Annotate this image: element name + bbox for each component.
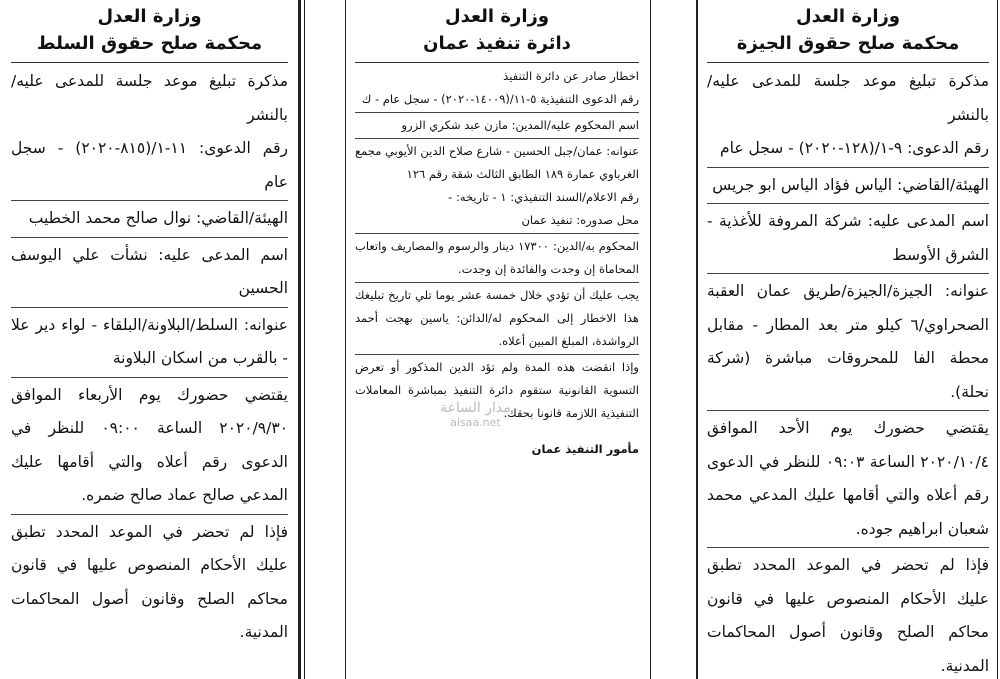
notice-heading: اخطار صادر عن دائرة التنفيذ [503, 69, 639, 83]
enforcement-warning: وإذا انقضت هذه المدة ولم تؤد الدين المذكور أو تعرض التسوية القانونية ستقوم دائرة التنفيذ بمباشرة المعاملات التنفيذية اللازمة قانونا بحقك. [355, 360, 639, 420]
header-rule [707, 62, 989, 63]
debt-amount: المحكوم به/الدين: ١٧٣٠٠ دينار والرسوم والمصاريف واتعاب المحاماة إن وجدت والفائدة إن وجدت. [355, 239, 639, 276]
section-rule [707, 167, 989, 168]
notice-heading: مذكرة تبليغ موعد جلسة للمدعى عليه/بالنشر [707, 72, 989, 124]
watermark-url: alsaa.net [450, 416, 501, 429]
defendant-address: عنوانه: السلط/البلاونة/البلقاء - لواء دير علا - بالقرب من اسكان البلاونة [11, 315, 288, 367]
section-rule [355, 233, 639, 234]
court-title: محكمة صلح حقوق الجيزة [736, 33, 960, 54]
amman-execution-notice [347, 0, 647, 679]
judge: الهيئة/القاضي: نوال صالح محمد الخطيب [28, 209, 288, 227]
notice-heading: مذكرة تبليغ موعد جلسة للمدعى عليه/بالنشر [11, 72, 288, 124]
hearing-summons: يقتضي حضورك يوم الأحد الموافق ٢٠٢٠/١٠/٤ الساعة ٠٩:٠٣ للنظر في الدعوى رقم أعلاه والتي أقامها عليك المدعي محمد شعبان ابراهيم جوده. [707, 419, 989, 538]
legal-warning: فإذا لم تحضر في الموعد المحدد تطبق عليك الأحكام المنصوص عليها في قانون محاكم الصلح وقانون أصول المحاكمات المدنية. [11, 522, 288, 641]
section-rule [707, 410, 989, 411]
column-divider [304, 0, 305, 679]
giza-court-notice [699, 0, 997, 679]
signature: مأمور التنفيذ عمان [531, 442, 639, 456]
issuing-place: محل صدوره: تنفيذ عمان [521, 213, 639, 227]
column-divider [997, 0, 998, 679]
hearing-summons: يقتضي حضورك يوم الأربعاء الموافق ٢٠٢٠/٩/٣٠ الساعة ٠٩:٠٠ للنظر في الدعوى رقم أعلاه والتي أقامها عليك المدعي صالح عماد صالح ضمره. [11, 385, 288, 504]
header-rule [355, 62, 639, 63]
column-divider [298, 0, 301, 679]
watermark-name: مدار الساعة [440, 400, 511, 416]
ministry-title: وزارة العدل [97, 6, 202, 27]
ministry-title: وزارة العدل [444, 6, 550, 27]
section-rule [11, 307, 288, 308]
case-number: رقم الدعوى التنفيذية ٥-١١/(١٤٠٠٩-٢٠٢٠) - سجل عام - ك [361, 92, 639, 106]
ministry-title: وزارة العدل [795, 6, 901, 27]
case-number: رقم الدعوى: ٩-١/(١٢٨-٢٠٢٠) - سجل عام [720, 139, 989, 157]
legal-warning: فإذا لم تحضر في الموعد المحدد تطبق عليك الأحكام المنصوص عليها في قانون محاكم الصلح وقانون أصول المحاكمات المدنية. [707, 556, 989, 675]
section-rule [355, 282, 639, 283]
debtor-name: اسم المحكوم عليه/المدين: مازن عبد شكري الزرو [401, 118, 639, 132]
column-divider [345, 0, 346, 679]
column-divider [696, 0, 698, 679]
column-divider [650, 0, 651, 679]
section-rule [355, 354, 639, 355]
judgment-reference: رقم الاعلام/السند التنفيذي: ١ - تاريخه: - [448, 190, 639, 204]
section-rule [11, 377, 288, 378]
section-rule [11, 237, 288, 238]
department-title: دائرة تنفيذ عمان [423, 33, 571, 54]
case-number: رقم الدعوى: ١١-١/(٨١٥-٢٠٢٠) - سجل عام [11, 139, 288, 191]
defendant-name: اسم المدعى عليه: نشأت علي اليوسف الحسين [11, 245, 288, 297]
salt-court-notice [3, 0, 296, 679]
section-rule [707, 547, 989, 548]
section-rule [707, 203, 989, 204]
defendant-name: اسم المدعى عليه: شركة المروفة للأغذية - الشرق الأوسط [707, 212, 989, 264]
debtor-address: عنوانه: عمان/جبل الحسين - شارع صلاح الدين الأيوبي مجمع الغرباوي عمارة ١٨٩ الطابق الثالث شقة رقم ١٢٦ [355, 144, 639, 181]
section-rule [11, 514, 288, 515]
court-title: محكمة صلح حقوق السلط [36, 33, 263, 54]
payment-demand: يجب عليك أن تؤدي خلال خمسة عشر يوما تلي تاريخ تبليغك هذا الاخطار إلى المحكوم له/الدائن: ياسين بهجت أحمد الرواشدة، المبلغ المبين أعلاه. [355, 288, 639, 348]
section-rule [707, 273, 989, 274]
header-rule [11, 62, 288, 63]
defendant-address: عنوانه: الجيزة/الجيزة/طريق عمان العقبة الصحراوي/٦ كيلو متر بعد المطار - مقابل محطة الفا للمحروقات مباشرة (شركة نحلة). [707, 282, 989, 401]
section-rule [355, 112, 639, 113]
section-rule [355, 138, 639, 139]
judge: الهيئة/القاضي: الياس فؤاد الياس ابو جريس [712, 175, 989, 194]
section-rule [11, 200, 288, 201]
